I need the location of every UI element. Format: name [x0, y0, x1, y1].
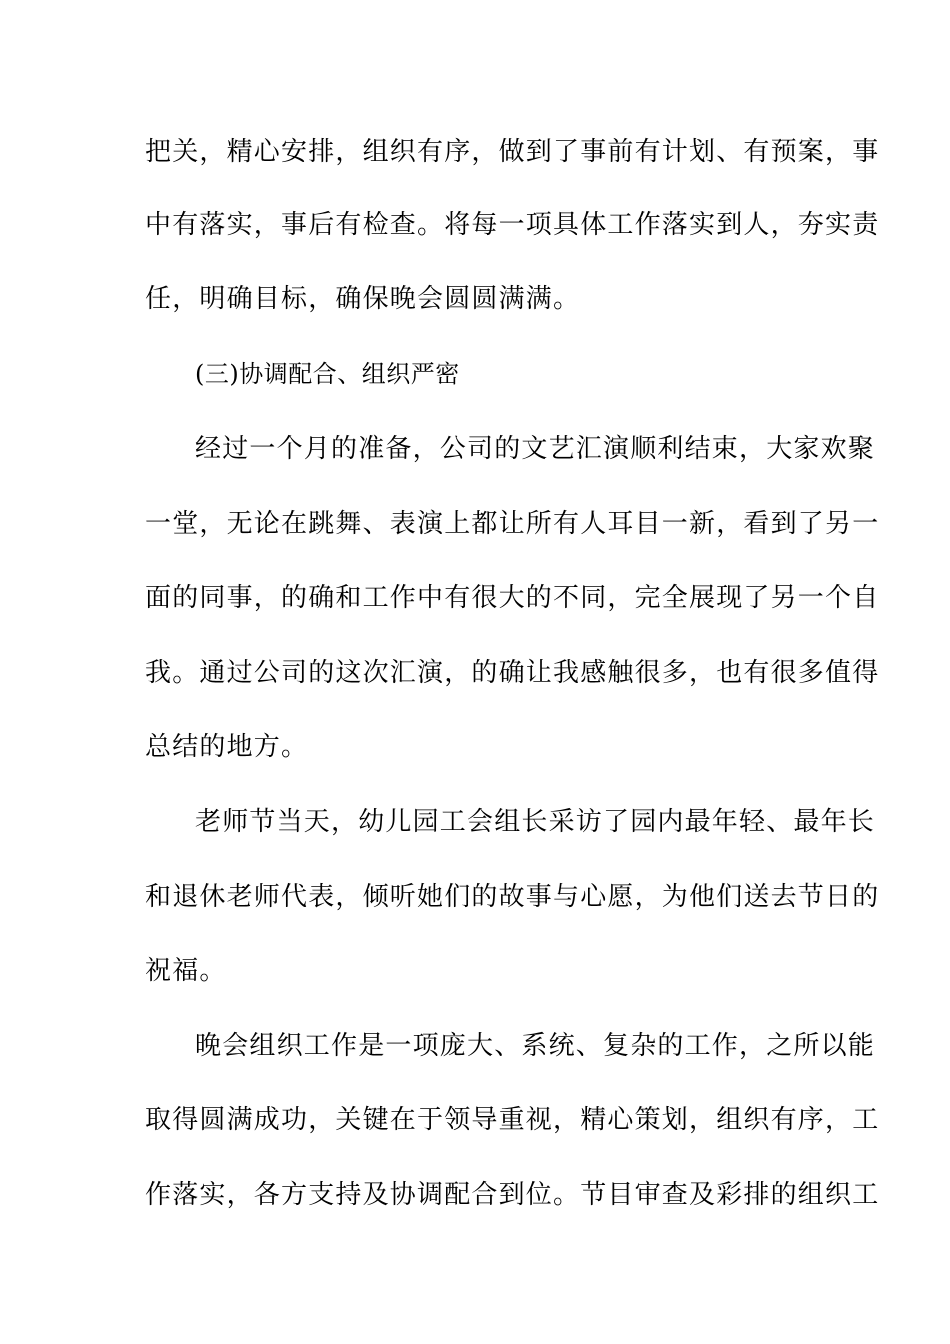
paragraph-line: 总结的地方。	[145, 732, 309, 762]
paragraph-line: 一堂，无论在跳舞、表演上都让所有人耳目一新，看到了另一	[145, 509, 880, 539]
paragraph-line: 作落实，各方支持及协调配合到位。节目审查及彩排的组织工	[145, 1180, 880, 1210]
paragraph-line: 中有落实，事后有检查。将每一项具体工作落实到人，夯实责	[145, 210, 880, 240]
paragraph-line: 我。通过公司的这次汇演，的确让我感触很多，也有很多值得	[145, 658, 880, 688]
section-heading: (三)协调配合、组织严密	[195, 360, 460, 388]
paragraph-line: 面的同事，的确和工作中有很大的不同，完全展现了另一个自	[145, 583, 880, 613]
paragraph-line: 任，明确目标，确保晚会圆圆满满。	[145, 284, 581, 314]
paragraph-line: 把关，精心安排，组织有序，做到了事前有计划、有预案，事	[145, 137, 880, 167]
paragraph-line: 和退休老师代表，倾听她们的故事与心愿，为他们送去节日的	[145, 882, 880, 912]
paragraph-line: 经过一个月的准备，公司的文艺汇演顺利结束，大家欢聚	[195, 434, 876, 464]
paragraph-line: 祝福。	[145, 956, 227, 986]
paragraph-line: 老师节当天，幼儿园工会组长采访了园内最年轻、最年长	[195, 807, 876, 837]
paragraph-line: 晚会组织工作是一项庞大、系统、复杂的工作，之所以能	[195, 1031, 876, 1061]
paragraph-line: 取得圆满成功，关键在于领导重视，精心策划，组织有序，工	[145, 1105, 880, 1135]
